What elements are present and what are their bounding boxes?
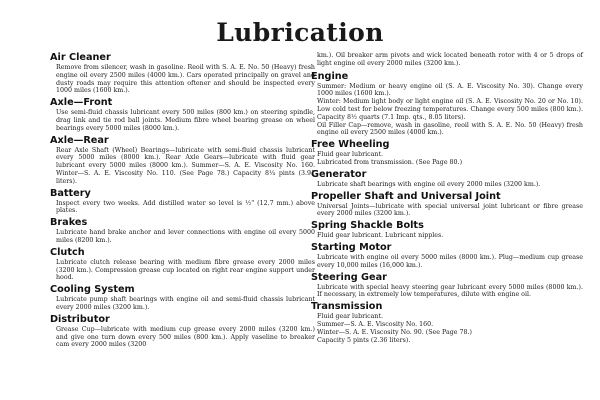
section-clutch	[50, 247, 315, 282]
section-body: Lubricate hand brake anchor and lever connections with engine oil every 5000 miles (8200 km.).	[56, 229, 315, 244]
section-axle-rear	[50, 135, 315, 186]
section-heading: Free Wheeling	[311, 139, 390, 151]
page-title: Lubrication	[216, 18, 384, 47]
left-column	[50, 52, 315, 351]
section-generator	[311, 169, 583, 189]
section-steering-gear	[311, 272, 583, 300]
section-spring-shackle-bolts	[311, 220, 583, 240]
section-heading: Air Cleaner	[50, 52, 111, 63]
section-body: Fluid gear lubricant. Lubricant nipples.	[317, 232, 444, 240]
section-body: Universal Joints—lubricate with special universal joint lubricant or fibre grease every 2000 miles (3200 km.).	[317, 202, 583, 218]
section-heading: Propeller Shaft and Universal Joint	[311, 190, 501, 202]
section-body: Inspect every two weeks. Add distilled water so level is ½" (12.7 mm.) above plates.	[56, 199, 315, 215]
section-body: Lubricate with engine oil every 5000 miles (8000 km.). Plug—medium cup grease every 10,000 miles (16,000 km.).	[317, 253, 583, 269]
section-body: Summer: Medium or heavy engine oil (S. A. E. Viscosity No. 30). Change every 1000 miles (1600 km.). Winter: Medium light body or light engine oil (S. A. E. Viscosity No. 20 or No. 10). Low cold test for below freezing temperatures. Change every 500 miles (800 km.). Capacity 8½ quarts (7.1 Imp. qts., 8.05 liters). Oil Filler Cap—remove, wash in gasoline, reoil with S. A. E. No. 50 (Heavy) fresh engine oil every 2500 miles (4000 km.).	[317, 82, 583, 137]
section-heading: Generator	[311, 168, 367, 180]
section-starting-motor	[311, 242, 583, 270]
right-column	[311, 52, 583, 346]
section-body: Use semi-fluid chassis lubricant every 500 miles (800 km.) on steering spindle, drag link and tie rod ball joints. Medium fibre wheel bearing grease on wheel bearings every 5000 miles (8000 km.).	[56, 109, 315, 132]
section-battery	[50, 188, 315, 216]
section-engine	[311, 71, 583, 138]
section-free-wheeling	[311, 139, 583, 167]
section-body: Lubricate with special heavy steering gear lubricant every 5000 miles (8000 km.). If necessary, in extremely low temperatures, dilute with engine oil.	[317, 283, 583, 299]
section-propeller-shaft	[311, 191, 583, 219]
section-heading: Starting Motor	[311, 241, 392, 253]
section-heading: Battery	[50, 187, 91, 199]
section-body: Remove from silencer, wash in gasoline. Reoil with S. A. E. No. 50 (Heavy) fresh engine oil every 2500 miles (4000 km.). Cars operated principally on gravel and dusty roads may require this attention oftener and should be inspected every 1000 miles (1600 km.).	[56, 64, 315, 95]
section-body: Grease Cup—lubricate with medium cup grease every 2000 miles (3200 km.) and give one turn down every 500 miles (800 km.). Apply vaseline to breaker cam every 2000 miles (3200	[56, 325, 315, 349]
section-body: Lubricate clutch release bearing with medium fibre grease every 2000 miles (3200 km.). Compression grease cup located on right rear engine support under hood.	[56, 258, 315, 282]
section-heading: Cooling System	[50, 284, 135, 296]
section-heading: Transmission	[311, 301, 383, 313]
section-body: Rear Axle Shaft (Wheel) Bearings—lubricate with semi-fluid chassis lubricant every 5000 miles (8000 km.). Rear Axle Gears—lubricate with fluid gear lubricant every 5000 miles (8000 km.). Summer—S. A. E. Viscosity No. 160. Winter—S. A. E. Viscosity No. 110. (See Page 78.) Capacity 8¼ pints (3.91 liters).	[56, 146, 315, 185]
section-axle-front	[50, 97, 315, 132]
section-body: Fluid gear lubricant. Summer—S. A. E. Viscosity No. 160. Winter—S. A. E. Viscosity No. 90. (See Page 78.) Capacity 5 pints (2.36 liters).	[317, 313, 472, 344]
distributor-continuation: km.). Oil breaker arm pivots and wick located beneath rotor with 4 or 5 drops of light engine oil every 2000 miles (3200 km.).	[317, 52, 583, 67]
section-distributor	[50, 314, 315, 349]
section-body: Fluid gear lubricant. Lubricated from transmission. (See Page 80.)	[317, 151, 463, 166]
section-air-cleaner	[50, 52, 315, 95]
section-heading: Distributor	[50, 313, 110, 325]
section-brakes	[50, 217, 315, 245]
section-heading: Clutch	[50, 246, 85, 258]
section-heading: Spring Shackle Bolts	[311, 220, 424, 232]
section-cooling-system	[50, 284, 315, 312]
section-body: Lubricate pump shaft bearings with engine oil and semi-fluid chassis lubricant every 2000 miles (3200 km.).	[56, 296, 315, 311]
section-heading: Engine	[311, 70, 349, 82]
section-heading: Axle—Rear	[50, 134, 109, 146]
section-heading: Axle—Front	[50, 97, 113, 109]
section-heading: Steering Gear	[311, 271, 387, 283]
section-heading: Brakes	[50, 217, 88, 229]
section-transmission	[311, 301, 583, 344]
section-body: Lubricate shaft bearings with engine oil every 2000 miles (3200 km.).	[317, 180, 541, 188]
